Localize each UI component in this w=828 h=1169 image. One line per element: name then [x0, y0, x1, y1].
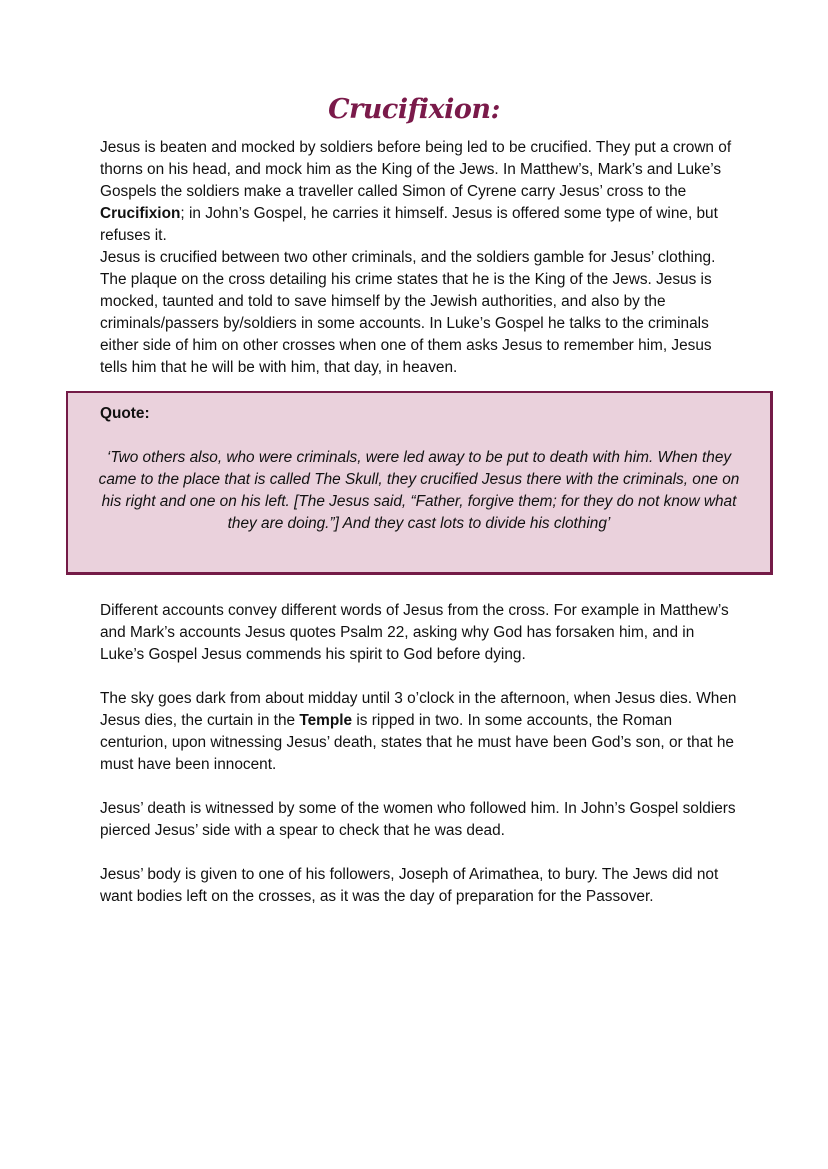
paragraph-words-from-cross: Different accounts convey different words of Jesus from the cross. For example in Matthew’s and Mark’s accounts Jesus quotes Psalm 22, asking why God has forsaken him, and in Luke’s Gospel Jesus commends his spirit to God before dying.	[100, 602, 729, 663]
paragraph-death-witnessed: Jesus’ death is witnessed by some of the women who followed him. In John’s Gospel soldiers pierced Jesus’ side with a spear to check that he was dead.	[100, 800, 736, 839]
keyword-temple: Temple	[299, 712, 353, 729]
paragraph-text: Jesus is beaten and mocked by soldiers before being led to be crucified. They put a crown of thorns on his head, and mock him as the King of the Jews. In Matthew’s, Mark’s and Luke’s Gospels the soldiers make a traveller called Simon of Cyrene carry Jesus’ cross to the	[100, 139, 732, 200]
paragraph-text: is ripped in two. In some accounts, the Roman centurion, upon witnessing Jesus’ death, states that he must have been God’s son, or that he must have been innocent.	[100, 712, 734, 773]
paragraph-crucified-between-criminals: Jesus is crucified between two other criminals, and the soldiers gamble for Jesus’ clothing. The plaque on the cross detailing his crime states that he is the King of the Jews. Jesus is mocked, taunted and told to save himself by the Jewish authorities, and also by the criminals/passers by/soldiers in some accounts. In Luke’s Gospel he talks to the criminals either side of him on other crosses when one of them asks Jesus to remember him, Jesus tells him that he will be with him, that day, in heaven.	[100, 249, 716, 376]
keyword-crucifixion: Crucifixion	[100, 205, 181, 222]
paragraph-crucifixion-intro	[100, 137, 740, 247]
paragraph-text: The sky goes dark from about midday until 3 o’clock in the afternoon, when Jesus dies. When Jesus dies, the curtain in the	[100, 690, 737, 729]
paragraph-text: ; in John’s Gospel, he carries it himself. Jesus is offered some type of wine, but refuses it.	[100, 205, 718, 244]
paragraph-burial: Jesus’ body is given to one of his followers, Joseph of Arimathea, to bury. The Jews did not want bodies left on the crosses, as it was the day of preparation for the Passover.	[100, 866, 719, 905]
quote-label: Quote:	[100, 405, 150, 422]
paragraph-sky-goes-dark	[100, 688, 740, 776]
page-title: Crucifixion:	[328, 94, 500, 125]
quote-text: ‘Two others also, who were criminals, were led away to be put to death with him. When they came to the place that is called The Skull, they crucified Jesus there with the criminals, one on his right and one on his left. [The Jesus said, “Father, forgive them; for they do not know what they are doing.”] And they cast lots to divide his clothing’	[98, 449, 740, 532]
quote-box	[66, 391, 773, 575]
